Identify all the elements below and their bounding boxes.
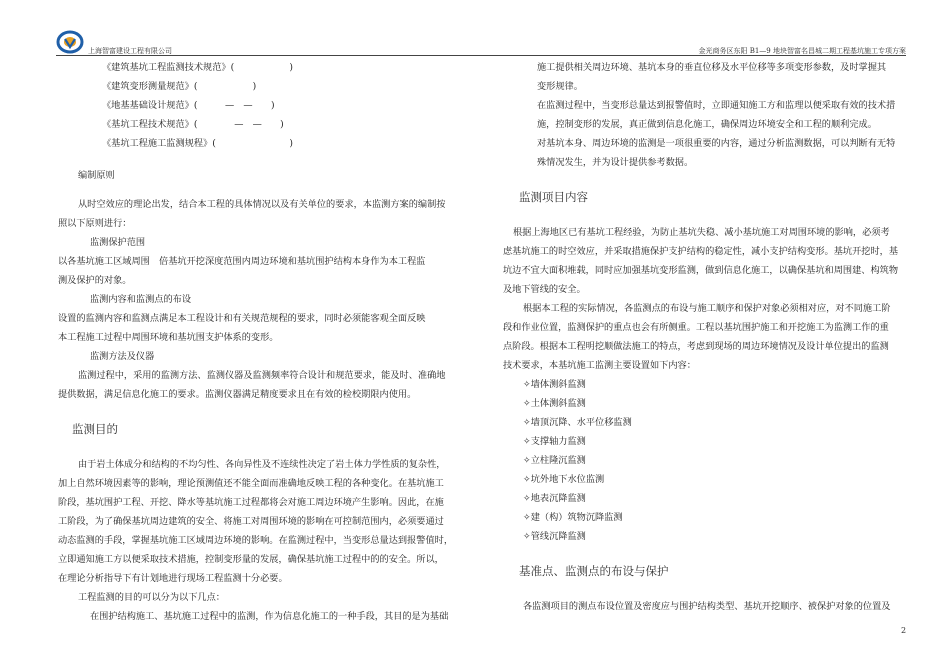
- section-title: 监测保护范围: [90, 237, 146, 248]
- diamond-bullet-icon: ✧: [523, 436, 531, 447]
- section-heading: 监测目的: [72, 422, 118, 436]
- paragraph-line: 以各基坑施工区域周围 倍基坑开挖深度范围内周边环境和基坑围护结构本身作为本工程监: [58, 256, 426, 267]
- paragraph-line: 变形规律。: [537, 81, 583, 92]
- paragraph-line: 设置的监测内容和监测点满足本工程设计和有关规范规程的要求，同时必须能客观全面反映: [58, 313, 426, 324]
- paragraph-line: 在围护结构施工、基坑施工过程中的监测，作为信息化施工的一种手段，其目的是为基础: [90, 611, 449, 622]
- reference-item: 《建筑变形测量规范》( ): [102, 81, 257, 92]
- section-heading: 基准点、监测点的布设与保护: [519, 564, 669, 578]
- list-item: ✧土体测斜监测: [523, 398, 586, 409]
- page-header: [56, 30, 906, 56]
- right-column: [503, 58, 908, 616]
- header-rule: [56, 55, 906, 56]
- list-item: ✧墙顶沉降、水平位移监测: [523, 417, 632, 428]
- paragraph-line: 工程监测的目的可以分为以下几点：: [78, 592, 225, 603]
- list-item: ✧支撑轴力监测: [523, 436, 586, 447]
- paragraph-line: 段和作业位置，监测保护的重点也会有所侧重。工程以基坑围护施工和开挖施工为监测工作的重: [503, 322, 889, 333]
- diamond-bullet-icon: ✧: [523, 531, 531, 542]
- diamond-bullet-icon: ✧: [523, 474, 531, 485]
- diamond-bullet-icon: ✧: [523, 512, 531, 523]
- paragraph-line: 坑边不宜大面积堆载，同时应加强基坑变形监测，做到信息化施工，以确保基坑和周围建、构筑物: [503, 265, 899, 276]
- paragraph-line: 工阶段，为了确保基坑周边建筑的安全、将施工对周围环境的影响在可控制范围内，必须要通过: [58, 516, 444, 527]
- company-logo: [56, 30, 84, 54]
- section-title: 监测方法及仪器: [90, 351, 155, 362]
- paragraph-line: 在理论分析指导下有计划地进行现场工程监测十分必要。: [58, 573, 288, 584]
- diamond-bullet-icon: ✧: [523, 398, 531, 409]
- paragraph-line: 施工提供相关周边环境、基坑本身的垂直位移及水平位移等多项变形参数，及时掌握其: [537, 62, 887, 73]
- section-title: 编制原则: [78, 170, 115, 181]
- list-item: ✧立柱隆沉监测: [523, 455, 586, 466]
- list-item: ✧地表沉降监测: [523, 493, 586, 504]
- paragraph-line: 由于岩土体成分和结构的不均匀性、各向异性及不连续性决定了岩土体力学性质的复杂性，: [78, 459, 446, 470]
- section-title: 监测内容和监测点的布设: [90, 294, 192, 305]
- list-item: ✧墙体测斜监测: [523, 379, 586, 390]
- paragraph-line: 阶段，基坑围护工程、开挖、降水等基坑施工过程都将会对施工周边环境产生影响。因此，在施: [58, 497, 444, 508]
- paragraph-line: 对基坑本身、周边环境的监测是一项很重要的内容，通过分析监测数据，可以判断有无特: [537, 138, 896, 149]
- page-number: 2: [901, 626, 907, 635]
- project-title: 金光商务区东阳 B1—9 地块智富名昌城二期工程基坑施工专项方案: [698, 47, 906, 55]
- paragraph-line: 殊情况发生，并为设计提供参考数据。: [537, 157, 694, 168]
- paragraph-line: 立即通知施工方以便采取技术措施，控制变形量的发展，确保基坑施工过程中的的安全。所以，: [58, 554, 444, 565]
- list-item: ✧建（构）筑物沉降监测: [523, 512, 623, 523]
- diamond-bullet-icon: ✧: [523, 455, 531, 466]
- left-column: [56, 58, 474, 626]
- paragraph-line: 点阶段。根据本工程明挖顺做法施工的特点，考虑到现场的周边环境情况及设计单位提出的监测: [503, 341, 889, 352]
- paragraph-line: 提供数据，满足信息化施工的要求。监测仪器满足精度要求且在有效的检校期限内使用。: [58, 389, 417, 400]
- paragraph-line: 根据上海地区已有基坑工程经验，为防止基坑失稳、减小基坑施工对周围环境的影响，必须考: [513, 227, 890, 238]
- diamond-bullet-icon: ✧: [523, 493, 531, 504]
- paragraph-line: 加上自然环境因素等的影响，理论预测值还不能全面而准确地反映工程的各种变化。在基坑施工: [58, 478, 444, 489]
- paragraph-line: 本工程施工过程中周围环境和基坑围支护体系的变形。: [58, 332, 279, 343]
- paragraph-line: 虑基坑施工的时空效应，并采取措施保护支护结构的稳定性，减小支护结构变形。基坑开挖时，基: [503, 246, 899, 257]
- reference-item: 《建筑基坑工程监测技术规范》( ): [102, 62, 293, 73]
- paragraph-line: 根据本工程的实际情况，各监测点的布设与施工顺序和保护对象必须相对应，对不同施工阶: [523, 303, 891, 314]
- reference-item: 《地基基础设计规范》( — — ): [102, 100, 275, 111]
- list-item: ✧管线沉降监测: [523, 531, 586, 542]
- paragraph-line: 各监测项目的测点布设位置及密度应与围护结构类型、基坑开挖顺序、被保护对象的位置及: [523, 601, 891, 612]
- reference-item: 《基坑工程技术规范》( — — ): [102, 119, 284, 130]
- paragraph-line: 照以下原则进行：: [58, 218, 132, 229]
- paragraph-line: 施，控制变形的发展，真正做到信息化施工，确保周边环境安全和工程的顺利完成。: [537, 119, 877, 130]
- paragraph-line: 监测过程中，采用的监测方法、监测仪器及监测频率符合设计和规范要求，能及时、准确地: [78, 370, 446, 381]
- paragraph-line: 动态监测的手段，掌握基坑施工区域周边环境的影响。在监测过程中，当变形总量达到报警值时，: [58, 535, 454, 546]
- company-name: 上海智富建设工程有限公司: [88, 47, 172, 55]
- list-item: ✧坑外地下水位监测: [523, 474, 605, 485]
- paragraph-line: 从时空效应的理论出发，结合本工程的具体情况以及有关单位的要求，本监测方案的编制按: [78, 199, 446, 210]
- paragraph-line: 技术要求，本基坑施工监测主要设置如下内容：: [503, 360, 696, 371]
- diamond-bullet-icon: ✧: [523, 417, 531, 428]
- reference-item: 《基坑工程施工监测规程》( ): [102, 138, 293, 149]
- paragraph-line: 测及保护的对象。: [58, 275, 132, 286]
- paragraph-line: 及地下管线的安全。: [503, 284, 586, 295]
- paragraph-line: 在监测过程中，当变形总量达到报警值时，立即通知施工方和监理以便采取有效的技术措: [537, 100, 896, 111]
- section-heading: 监测项目内容: [519, 190, 588, 204]
- diamond-bullet-icon: ✧: [523, 379, 531, 390]
